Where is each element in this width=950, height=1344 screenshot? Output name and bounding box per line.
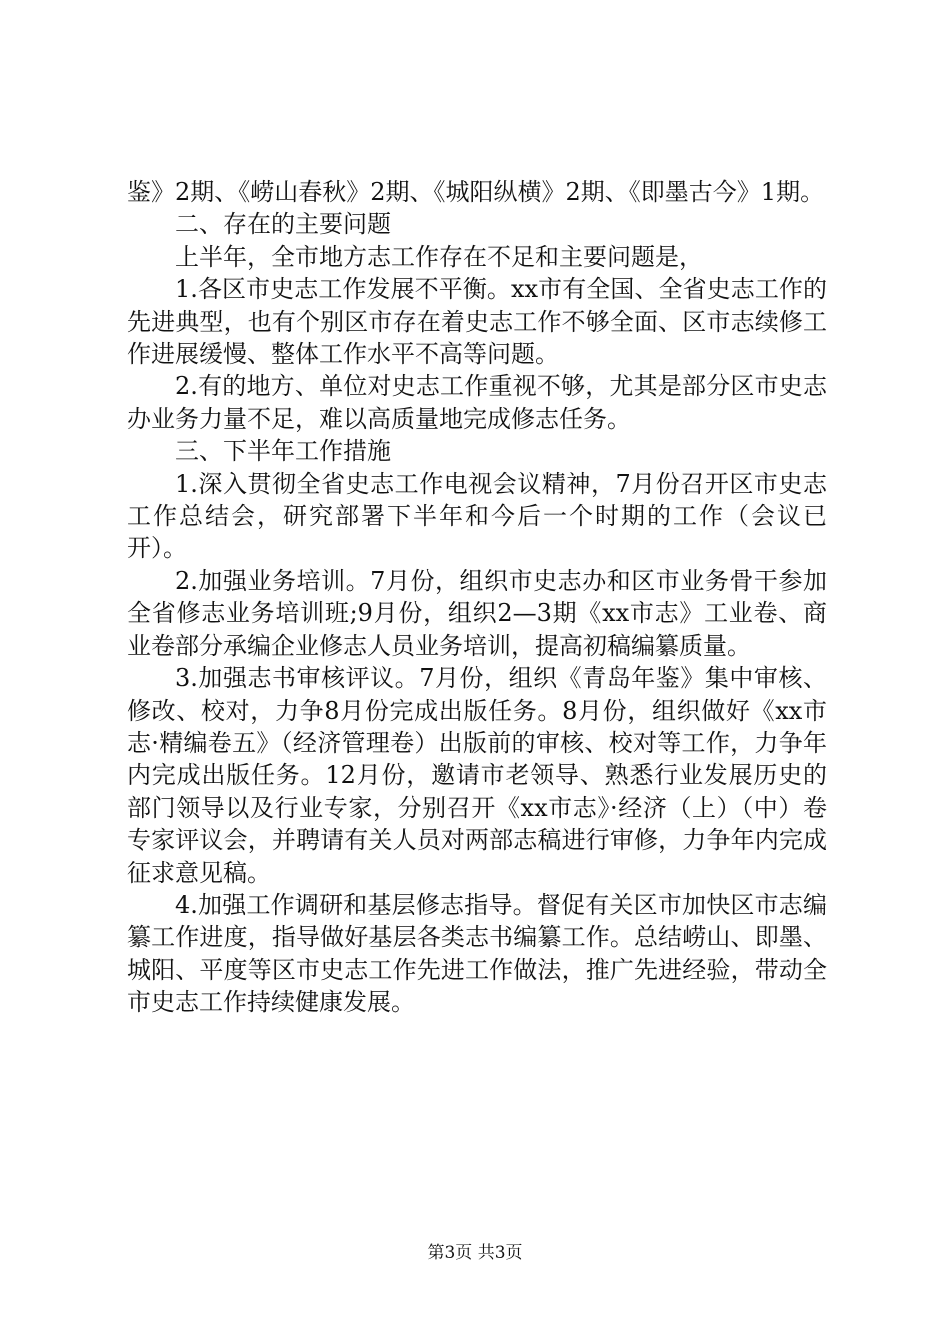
- section-heading-problems: 二、存在的主要问题: [175, 210, 391, 239]
- paragraph-measure-3: 3.加强志书审核评议。7月份，组织《青岛年鉴》集中审核、修改、校对，力争8月份完成出版任务。8月份，组织做好《xx市志·精编卷五》（经济管理卷）出版前的审核、校对等工作，力争年内完成出版任务。12月份，邀请市老领导、熟悉行业发展历史的部门领导以及行业专家，分别召开《xx市志》·经济（上）（中）卷专家评议会，并聘请有关人员对两部志稿进行审修，力争年内完成征求意见稿。: [127, 664, 827, 887]
- section-heading-measures: 三、下半年工作措施: [175, 437, 391, 466]
- paragraph-problem-2: 2.有的地方、单位对史志工作重视不够，尤其是部分区市史志办业务力量不足，难以高质量地完成修志任务。: [127, 372, 827, 433]
- paragraph-measure-4: 4.加强工作调研和基层修志指导。督促有关区市加快区市志编纂工作进度，指导做好基层各类志书编纂工作。总结崂山、即墨、城阳、平度等区市史志工作先进工作做法，推广先进经验，带动全市史志工作持续健康发展。: [127, 890, 827, 1017]
- page-footer: 第3页 共3页: [427, 1243, 523, 1263]
- paragraph-measure-2: 2.加强业务培训。7月份，组织市史志办和区市业务骨干参加全省修志业务培训班;9月份，组织2—3期《xx市志》工业卷、商业卷部分承编企业修志人员业务培训，提高初稿编纂质量。: [127, 566, 827, 660]
- paragraph-problem-1: 1.各区市史志工作发展不平衡。xx市有全国、全省史志工作的先进典型，也有个别区市存在着史志工作不够全面、区市志续修工作进展缓慢、整体工作水平不高等问题。: [127, 275, 827, 369]
- paragraph-measure-1: 1.深入贯彻全省史志工作电视会议精神，7月份召开区市史志工作总结会，研究部署下半年和今后一个时期的工作（会议已开）。: [127, 469, 827, 563]
- paragraph-continued: 鉴》2期、《崂山春秋》2期、《城阳纵横》2期、《即墨古今》1期。: [127, 178, 825, 206]
- document-body: [127, 176, 827, 1019]
- paragraph-problems-intro: 上半年，全市地方志工作存在不足和主要问题是，: [175, 242, 703, 271]
